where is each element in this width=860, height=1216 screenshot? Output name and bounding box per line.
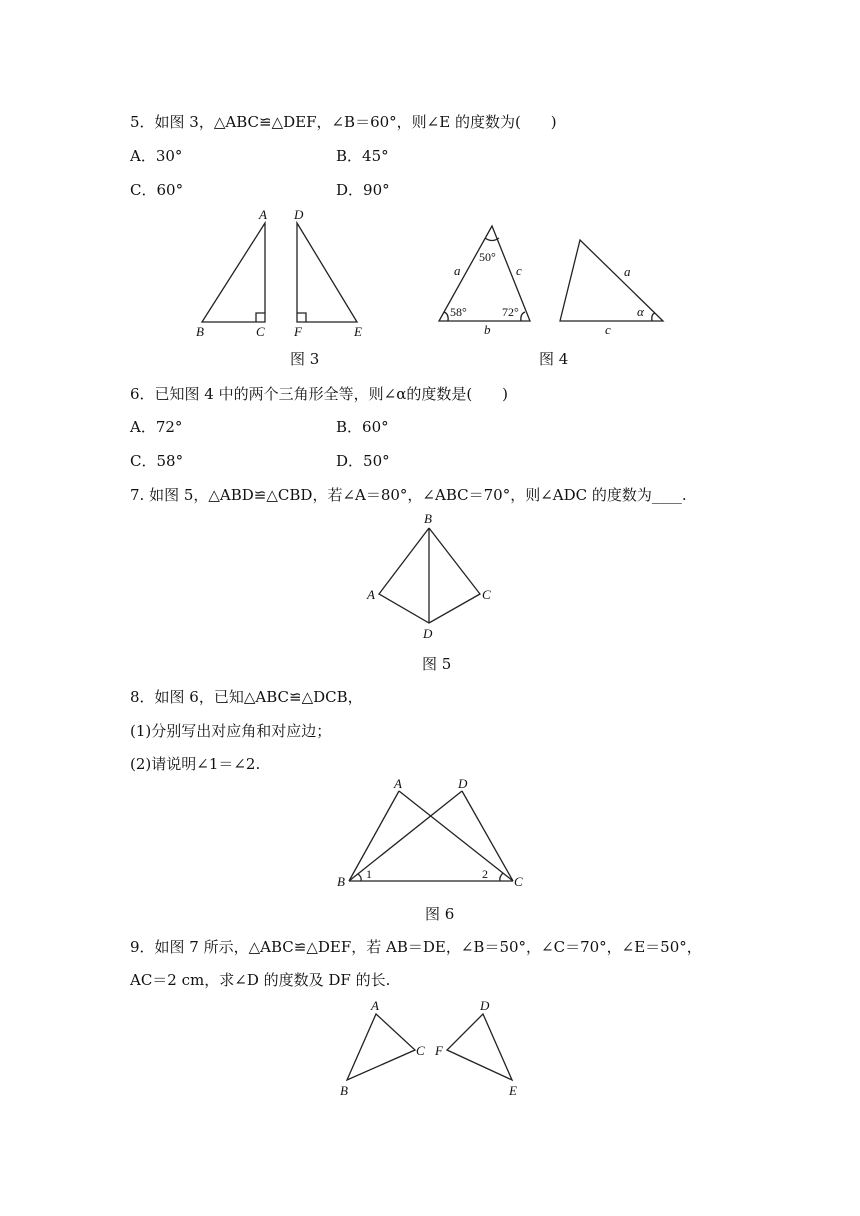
label-d: D (423, 626, 433, 641)
label-f: F (435, 1043, 443, 1058)
label-b: B (424, 511, 432, 526)
angle-arc-right (521, 312, 525, 321)
figure-5-diagram (362, 508, 502, 643)
figure-7-diagram (330, 995, 530, 1105)
figure-6-diagram (330, 778, 530, 893)
figure-4-diagram (430, 220, 675, 340)
triangle-right (560, 240, 663, 321)
label-a: A (259, 207, 267, 222)
right-angle-mark-c (256, 313, 265, 322)
figure-3-caption: 图 3 (290, 350, 320, 368)
angle-label-72: 72° (502, 305, 519, 319)
q8-part-1: (1)分别写出对应角和对应边； (130, 722, 332, 740)
angle-label-alpha: α (637, 304, 644, 319)
label-a: A (394, 776, 402, 791)
triangle-def (297, 223, 357, 322)
side-label-c-right: c (605, 322, 611, 337)
q6-option-a: A．72° (130, 418, 183, 436)
figure-3-diagram (190, 205, 380, 340)
q5-stem: 5．如图 3，△ABC≌△DEF，∠B＝60°，则∠E 的度数为( ) (130, 113, 557, 131)
angle-arc-alpha (652, 313, 655, 321)
label-e: E (354, 324, 362, 339)
q6-option-b: B．60° (336, 418, 389, 436)
q5-option-d: D．90° (336, 181, 390, 199)
angle-arc-left (444, 312, 448, 321)
q7-stem: 7. 如图 5，△ABD≌△CBD，若∠A＝80°，∠ABC＝70°，则∠ADC 的度数为____. (130, 486, 687, 504)
q6-stem: 6．已知图 4 中的两个三角形全等，则∠α的度数是( ) (130, 385, 509, 403)
q5-option-a: A．30° (130, 147, 183, 165)
label-b: B (196, 324, 204, 339)
q6-option-c: C．58° (130, 452, 184, 470)
label-c: C (256, 324, 265, 339)
label-b: B (340, 1083, 348, 1098)
figure-4-caption: 图 4 (539, 350, 569, 368)
side-label-a-left: a (454, 263, 461, 278)
label-d: D (480, 998, 490, 1013)
figure-6-caption: 图 6 (425, 905, 455, 923)
q8-part-2: (2)请说明∠1＝∠2. (130, 755, 261, 773)
q9-line-1: 9．如图 7 所示，△ABC≌△DEF，若 AB＝DE，∠B＝50°，∠C＝70°，∠E＝50°， (130, 938, 702, 956)
triangle-abc (202, 223, 265, 322)
q5-option-c: C．60° (130, 181, 184, 199)
label-a: A (371, 998, 379, 1013)
label-e: E (509, 1083, 517, 1098)
segment-ab (349, 791, 399, 881)
figure-5-caption: 图 5 (422, 655, 452, 673)
label-c: C (416, 1043, 425, 1058)
label-c: C (482, 587, 491, 602)
triangle-abc (347, 1014, 415, 1080)
triangle-def (447, 1014, 512, 1080)
angle-label-58: 58° (450, 305, 467, 319)
q9-line-2: AC＝2 cm，求∠D 的度数及 DF 的长. (130, 971, 391, 989)
label-a: A (367, 587, 375, 602)
angle-label-2: 2 (482, 867, 488, 881)
q6-option-d: D．50° (336, 452, 390, 470)
segment-ac (399, 791, 513, 881)
label-f: F (294, 324, 302, 339)
side-label-c-left: c (516, 263, 522, 278)
angle-arc-2 (500, 873, 503, 881)
label-d: D (458, 776, 468, 791)
label-d: D (294, 207, 304, 222)
q8-stem: 8．如图 6，已知△ABC≌△DCB， (130, 688, 363, 706)
angle-arc-1 (358, 874, 361, 881)
angle-label-1: 1 (366, 867, 372, 881)
q5-option-b: B．45° (336, 147, 389, 165)
side-label-a-right: a (624, 264, 631, 279)
label-c: C (514, 874, 523, 889)
angle-label-50: 50° (479, 250, 496, 264)
label-b: B (337, 874, 345, 889)
side-label-b: b (484, 322, 491, 337)
right-angle-mark-f (297, 313, 306, 322)
